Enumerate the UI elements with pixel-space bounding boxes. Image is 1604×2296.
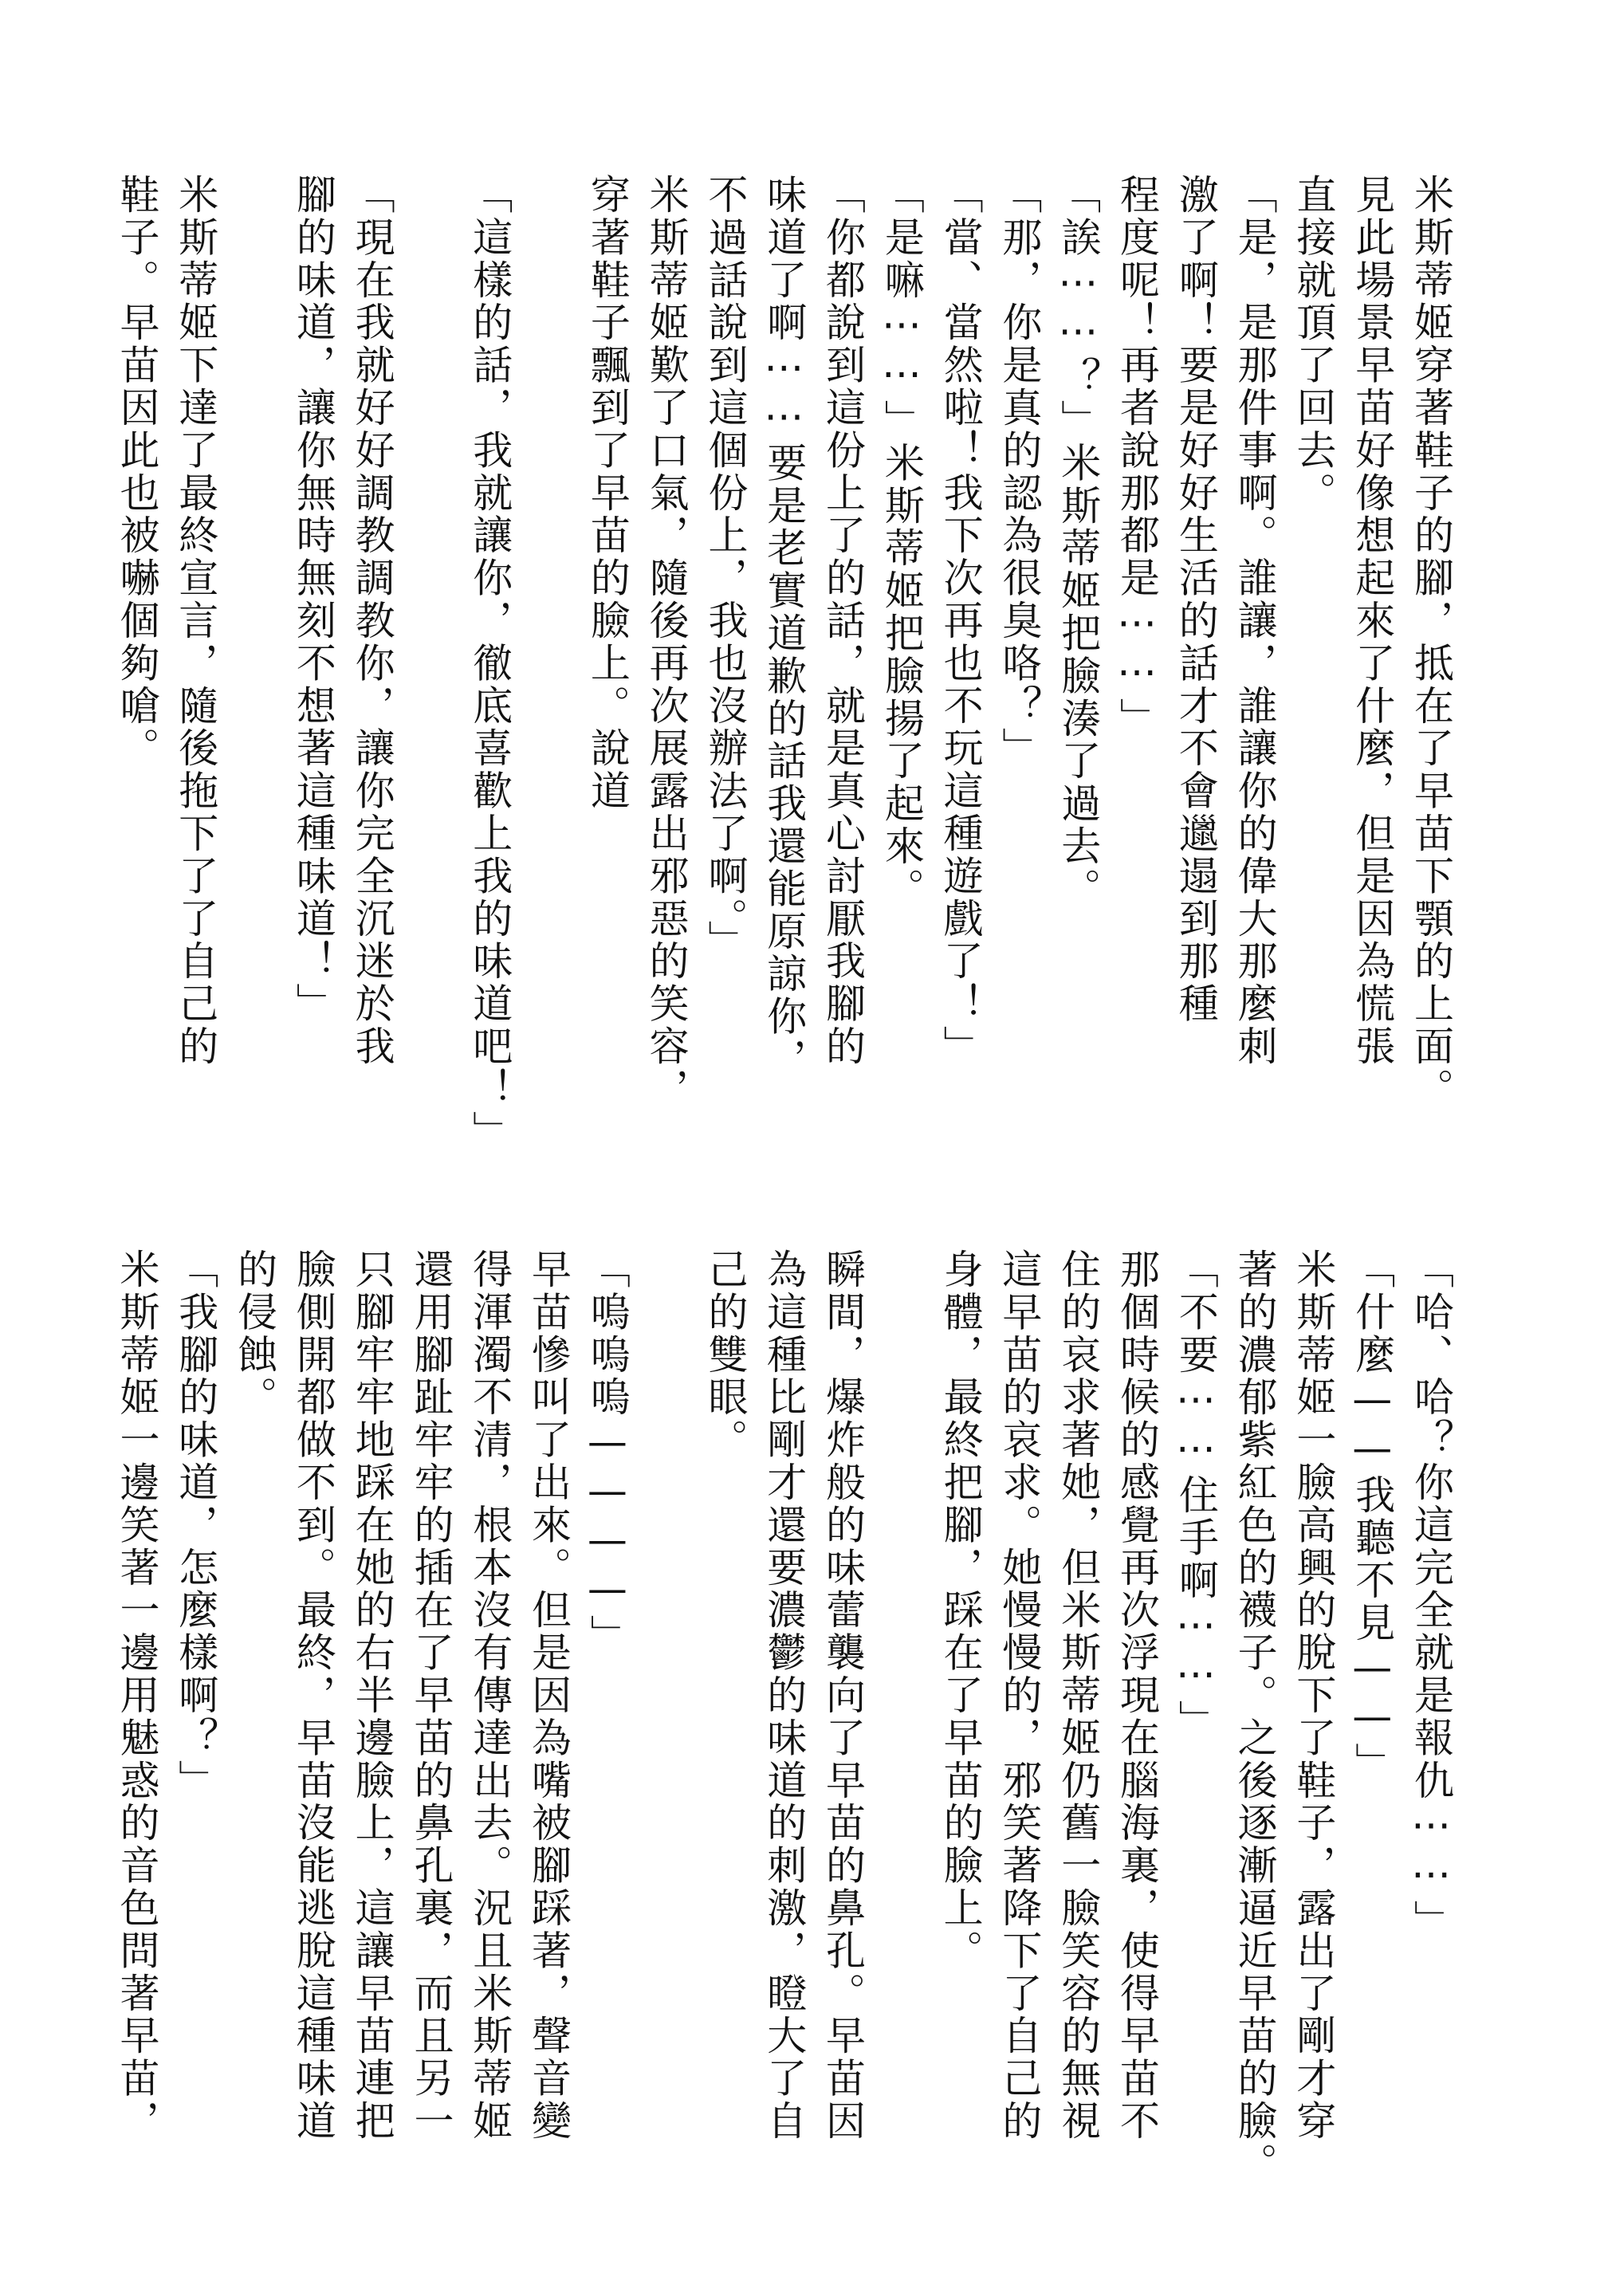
text-line: 激了啊！要是好好生活的話才不會邋遢到那種 bbox=[1172, 174, 1219, 1025]
paragraph-gap bbox=[224, 174, 283, 1226]
text-line: 不過話說到這個份上，我也沒辦法了啊。」 bbox=[702, 174, 749, 963]
text-line: 「什麼——我聽不見——」 bbox=[1349, 1248, 1396, 1785]
text-line: 身體，最終把腳，踩在了早苗的臉上。 bbox=[937, 1248, 984, 1972]
text-line: 「我腳的味道，怎麼樣啊？」 bbox=[172, 1248, 219, 1803]
text-line: 「不要⋯⋯住手啊⋯⋯」 bbox=[1172, 1248, 1219, 1743]
text-line: 得渾濁不清，根本沒有傳達出去。況且米斯蒂姬 bbox=[466, 1248, 513, 2143]
text-line: 米斯蒂姬一臉高興的脫下了鞋子，露出了剛才穿 bbox=[1290, 1248, 1337, 2143]
text-line: 「你都說到這份上了的話，就是真心討厭我腳的 bbox=[820, 174, 867, 1068]
paragraph-gap bbox=[401, 174, 460, 1226]
text-line: 「現在我就好好調教調教你，讓你完全沉迷於我 bbox=[348, 174, 395, 1068]
text-line: 見此場景早苗好像想起來了什麼，但是因為慌張 bbox=[1349, 174, 1396, 1068]
text-line: 「那，你是真的認為很臭咯？」 bbox=[996, 174, 1043, 770]
text-line: 米斯蒂姬下達了最終宣言，隨後拖下了了自己的 bbox=[172, 174, 219, 1068]
text-line: 這早苗的哀求。她慢慢的，邪笑著降下了自己的 bbox=[996, 1248, 1043, 2143]
paragraph-gap bbox=[636, 1248, 695, 2197]
text-line: 臉側開都做不到。最終，早苗沒能逃脫這種味道 bbox=[289, 1248, 336, 2143]
text-line: 「誒⋯⋯？」米斯蒂姬把臉湊了過去。 bbox=[1055, 174, 1102, 910]
text-line: 味道了啊⋯⋯要是老實道歉的話我還能原諒你， bbox=[761, 174, 808, 1081]
text-block-bottom bbox=[107, 1248, 1460, 2197]
text-line: 米斯蒂姬歎了口氣，隨後再次展露出邪惡的笑容， bbox=[643, 174, 690, 1111]
text-line: 的侵蝕。 bbox=[231, 1248, 278, 1419]
text-line: 直接就頂了回去。 bbox=[1290, 174, 1337, 515]
text-line: 穿著鞋子飄到了早苗的臉上。說道 bbox=[584, 174, 631, 812]
text-line: 著的濃郁紫紅色的襪子。之後逐漸逼近早苗的臉。 bbox=[1231, 1248, 1278, 2185]
text-line: 「這樣的話，我就讓你，徹底喜歡上我的味道吧！」 bbox=[466, 174, 513, 1154]
text-line: 「哈、哈？你這完全就是報仇⋯⋯」 bbox=[1408, 1248, 1454, 1943]
text-line: 「當、當然啦！我下次再也不玩這種遊戲了！」 bbox=[937, 174, 984, 1068]
text-line: 米斯蒂姬一邊笑著一邊用魅惑的音色問著早苗， bbox=[113, 1248, 160, 2143]
paragraph-gap bbox=[871, 1248, 930, 2197]
text-line: 「是嘛⋯⋯」米斯蒂姬把臉揚了起來。 bbox=[878, 174, 925, 910]
text-line: 瞬間，爆炸般的味蕾襲向了早苗的鼻孔。早苗因 bbox=[820, 1248, 867, 2143]
text-line: 己的雙眼。 bbox=[702, 1248, 749, 1461]
text-line: 程度呢！再者說那都是⋯⋯」 bbox=[1114, 174, 1161, 741]
text-line: 鞋子。早苗因此也被嚇個夠嗆。 bbox=[113, 174, 160, 770]
text-line: 那個時候的感覺再次浮現在腦海裏，使得早苗不 bbox=[1114, 1248, 1161, 2143]
text-line: 只腳牢牢地踩在她的右半邊臉上，這讓早苗連把 bbox=[348, 1248, 395, 2143]
text-line: 「是，是那件事啊。誰讓，誰讓你的偉大那麼刺 bbox=[1231, 174, 1278, 1068]
text-line: 還用腳趾牢牢的插在了早苗的鼻孔裏，而且另一 bbox=[407, 1248, 454, 2143]
text-line: 住的哀求著她，但米斯蒂姬仍舊一臉笑容的無視 bbox=[1055, 1248, 1102, 2143]
paragraph-gap bbox=[518, 174, 577, 1226]
text-line: 為這種比剛才還要濃鬱的味道的刺激，瞪大了自 bbox=[761, 1248, 808, 2143]
text-line: 「嗚嗚嗚————」 bbox=[584, 1248, 631, 1657]
text-line: 腳的味道，讓你無時無刻不想著這種味道！」 bbox=[289, 174, 336, 1025]
text-block-top bbox=[107, 174, 1460, 1226]
text-line: 米斯蒂姬穿著鞋子的腳，抵在了早苗下顎的上面。 bbox=[1408, 174, 1454, 1111]
text-line: 早苗慘叫了出來。但是因為嘴被腳踩著，聲音變 bbox=[525, 1248, 572, 2143]
